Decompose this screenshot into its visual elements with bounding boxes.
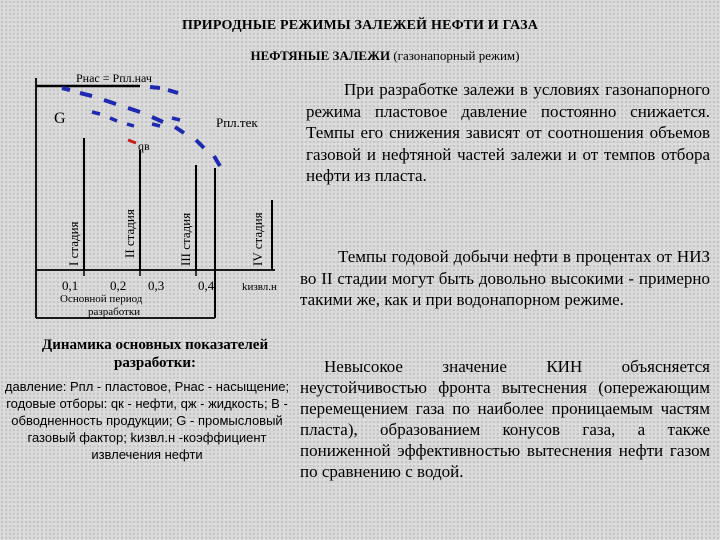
subtitle-main: НЕФТЯНЫЕ ЗАЛЕЖИ: [250, 48, 391, 63]
x-axis-label: kизвл.н: [242, 281, 277, 293]
initial-pressure-dashes: [150, 87, 178, 93]
current-pressure-label: Рпл.тек: [216, 115, 258, 130]
paragraph-production-rate: Темпы годовой добычи нефти в процентах от НИЗ во II стадии могут быть довольно высокими - примерно такими же, как и при водонапорном режиме.: [300, 247, 710, 309]
tick-label-3: 0,3: [148, 278, 165, 293]
stage-2-label: II стадия: [122, 209, 137, 258]
initial-pressure-label: Рнас = Рпл.нач: [76, 71, 152, 85]
stage-1-label: I стадия: [66, 221, 81, 266]
subtitle-qualifier: (газонапорный режим): [393, 48, 520, 63]
paragraph-recovery-factor: Невысокое значение КИН объясняется неустойчивостью фронта вытеснения (опережающим перемещением газа по наиболее проницаемым частям пласта), образованием конусов газа, а также пониженной эффективностью вытеснения нефти газом по сравнению с водой.: [300, 357, 710, 481]
tick-label-4: 0,4: [198, 278, 215, 293]
page-title: ПРИРОДНЫЕ РЕЖИМЫ ЗАЛЕЖЕЙ НЕФТИ И ГАЗА: [181, 18, 539, 33]
caption-title: Динамика основных показателей разработки:: [41, 337, 269, 371]
paragraph-pressure: При разработке залежи в условиях газонапорного режима пластовое давление постоянно снижается. Темпы его снижения зависят от соотношения объемов газовой и нефтяной частей залежи и от темпов отбора нефти из пласта.: [306, 80, 710, 185]
production-dynamics-diagram: [0, 62, 300, 332]
gas-factor-curve: [92, 112, 180, 126]
water-cut-marker: [128, 140, 136, 143]
stage-3-label: III стадия: [178, 212, 193, 266]
period-label-line2: разработки: [88, 306, 141, 318]
stage-4-label: IV стадия: [250, 212, 265, 266]
tick-label-2: 0,2: [110, 278, 127, 293]
caption-legend: давление: Рпл - пластовое, Рнас - насыщение; годовые отборы: qк - нефти, qж - жидкость; В - обводненность продукции; G - промысловый газовый фактор; kизвл.н -коэффициент извлечения нефти: [4, 379, 290, 462]
gas-factor-label: G: [54, 110, 66, 127]
period-label-line1: Основной период: [60, 293, 143, 305]
water-cut-label: qв: [138, 139, 150, 153]
tick-label-1: 0,1: [62, 278, 79, 293]
